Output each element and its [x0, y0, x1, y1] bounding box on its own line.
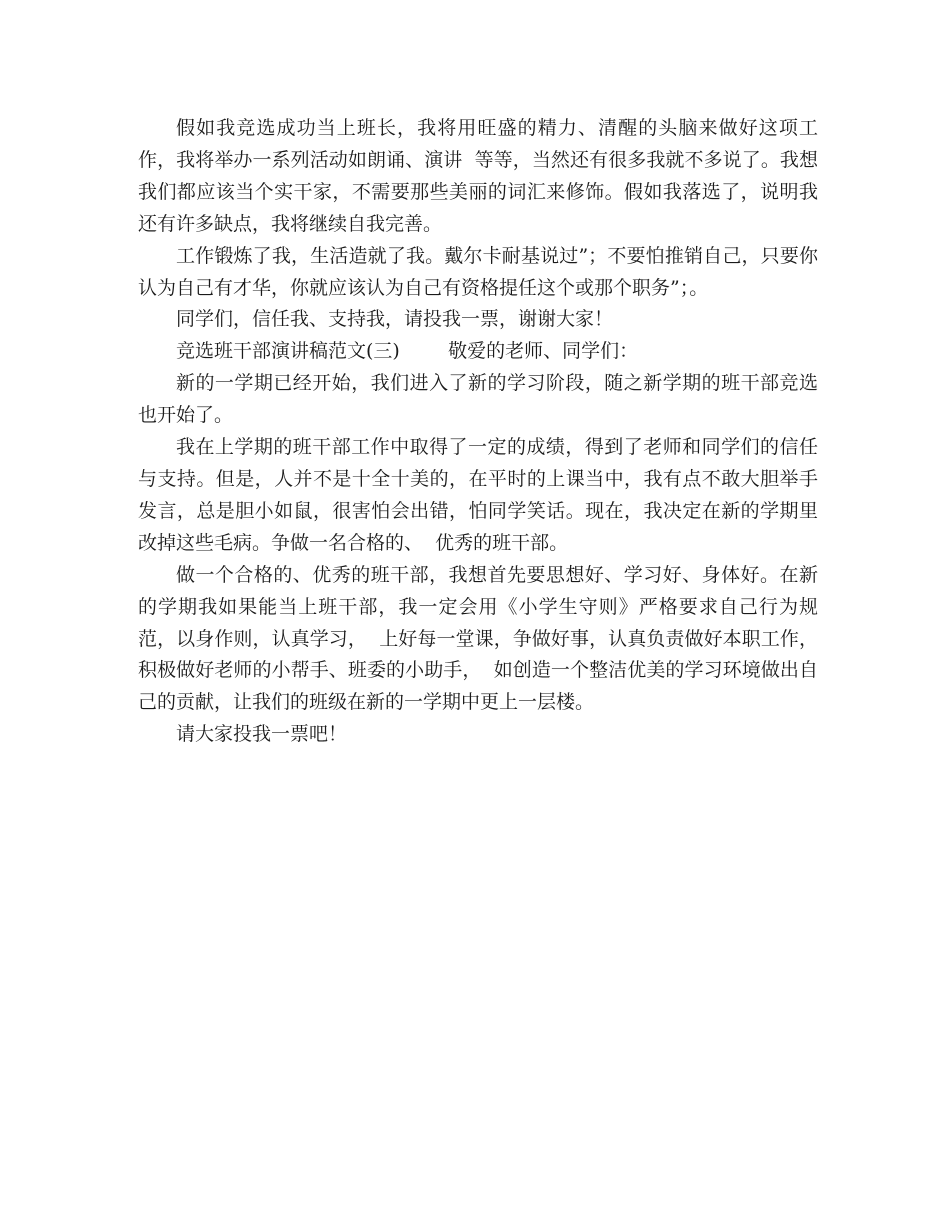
paragraph-2: 工作锻炼了我，生活造就了我。戴尔卡耐基说过”；不要怕推销自己，只要你认为自己有才华，你就应该认为自己有资格提任这个或那个职务”；。 — [138, 244, 818, 299]
paragraph-3: 同学们，信任我、支持我，请投我一票，谢谢大家！ — [176, 308, 614, 331]
document-body — [138, 113, 818, 751]
paragraph-6: 我在上学期的班干部工作中取得了一定的成绩，得到了老师和同学们的信任与支持。但是，人并不是十全十美的，在平时的上课当中，我有点不敢大胆举手发言，总是胆小如鼠，很害怕会出错，怕同学笑话。现在，我决定在新的学期里改掉这些毛病。争做一名合格的、 优秀的班干部。 — [138, 436, 818, 554]
paragraph-5: 新的一学期已经开始，我们进入了新的学习阶段，随之新学期的班干部竞选也开始了。 — [138, 372, 818, 427]
paragraph-7: 做一个合格的、优秀的班干部，我想首先要思想好、学习好、身体好。在新的学期我如果能当上班干部，我一定会用《小学生守则》严格要求自己行为规范，以身作则，认真学习， 上好每一堂课，争做好事，认真负责做好本职工作，积极做好老师的小帮手、班委的小助手， 如创造一个整洁优美的学习环境做出自己的贡献，让我们的班级在新的一学期中更上一层楼。 — [138, 563, 818, 714]
section-heading-line: 竞选班干部演讲稿范文(三) 敬爱的老师、同学们： — [176, 340, 639, 363]
closing-paragraph: 请大家投我一票吧！ — [176, 723, 348, 746]
paragraph-1: 假如我竞选成功当上班长，我将用旺盛的精力、清醒的头脑来做好这项工作，我将举办一系列活动如朗诵、演讲 等等，当然还有很多我就不多说了。我想我们都应该当个实干家，不需要那些美丽的词汇来修饰。假如我落选了，说明我还有许多缺点，我将继续自我完善。 — [138, 117, 818, 235]
